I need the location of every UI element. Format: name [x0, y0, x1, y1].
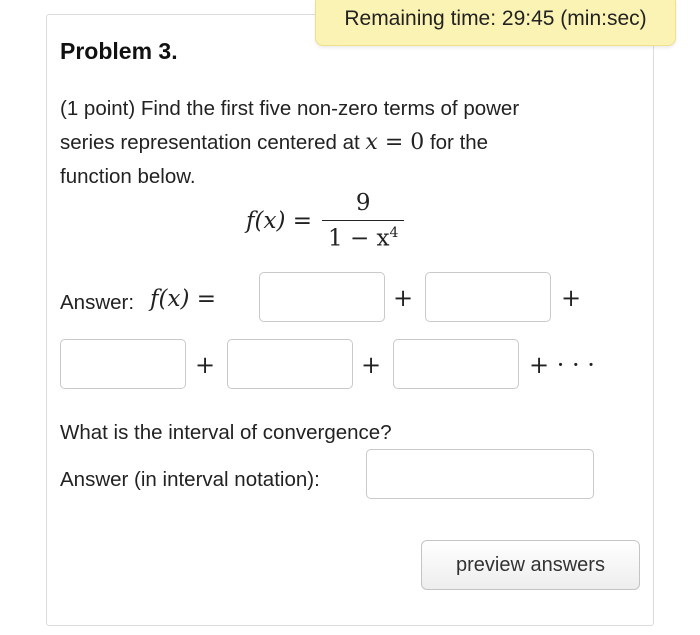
formula-denominator [322, 220, 404, 252]
problem-prompt [60, 92, 620, 194]
term-1-input[interactable] [259, 272, 385, 322]
problem-title: Problem 3. [60, 38, 178, 64]
interval-answer-label: Answer (in interval notation): [60, 468, 320, 491]
plus-sign: + [393, 284, 414, 312]
prompt-line-1: (1 point) Find the first five non-zero terms of power [60, 97, 520, 120]
term-5-input[interactable] [393, 339, 519, 389]
formula-fraction [322, 190, 404, 252]
formula-lhs: f(x) = [246, 207, 313, 234]
series-ellipsis: + · · · [529, 351, 595, 379]
prompt-variable: x [365, 130, 378, 155]
formula-denominator-exponent: 4 [389, 225, 399, 241]
preview-answers-button[interactable]: preview answers [421, 540, 640, 590]
prompt-line-2-start: series representation centered at [60, 131, 366, 154]
formula-numerator: 9 [355, 190, 371, 216]
interval-question: What is the interval of convergence? [60, 421, 392, 444]
term-3-input[interactable] [60, 339, 186, 389]
answer-fx: f(x) = [150, 286, 217, 312]
prompt-line-2 [60, 126, 620, 160]
prompt-center-value: = 0 [377, 130, 425, 155]
formula-denominator-base: 1 − x [328, 225, 390, 252]
remaining-time-banner: Remaining time: 29:45 (min:sec) [315, 0, 676, 46]
term-4-input[interactable] [227, 339, 353, 389]
term-2-input[interactable] [425, 272, 551, 322]
prompt-line-2-end: for the [424, 131, 489, 154]
prompt-line-3: function below. [60, 165, 196, 188]
plus-sign: + [361, 351, 382, 379]
plus-sign: + [561, 284, 582, 312]
interval-input[interactable] [366, 449, 594, 499]
plus-sign: + [195, 351, 216, 379]
answer-label: Answer: [60, 291, 135, 314]
function-formula [246, 190, 404, 252]
